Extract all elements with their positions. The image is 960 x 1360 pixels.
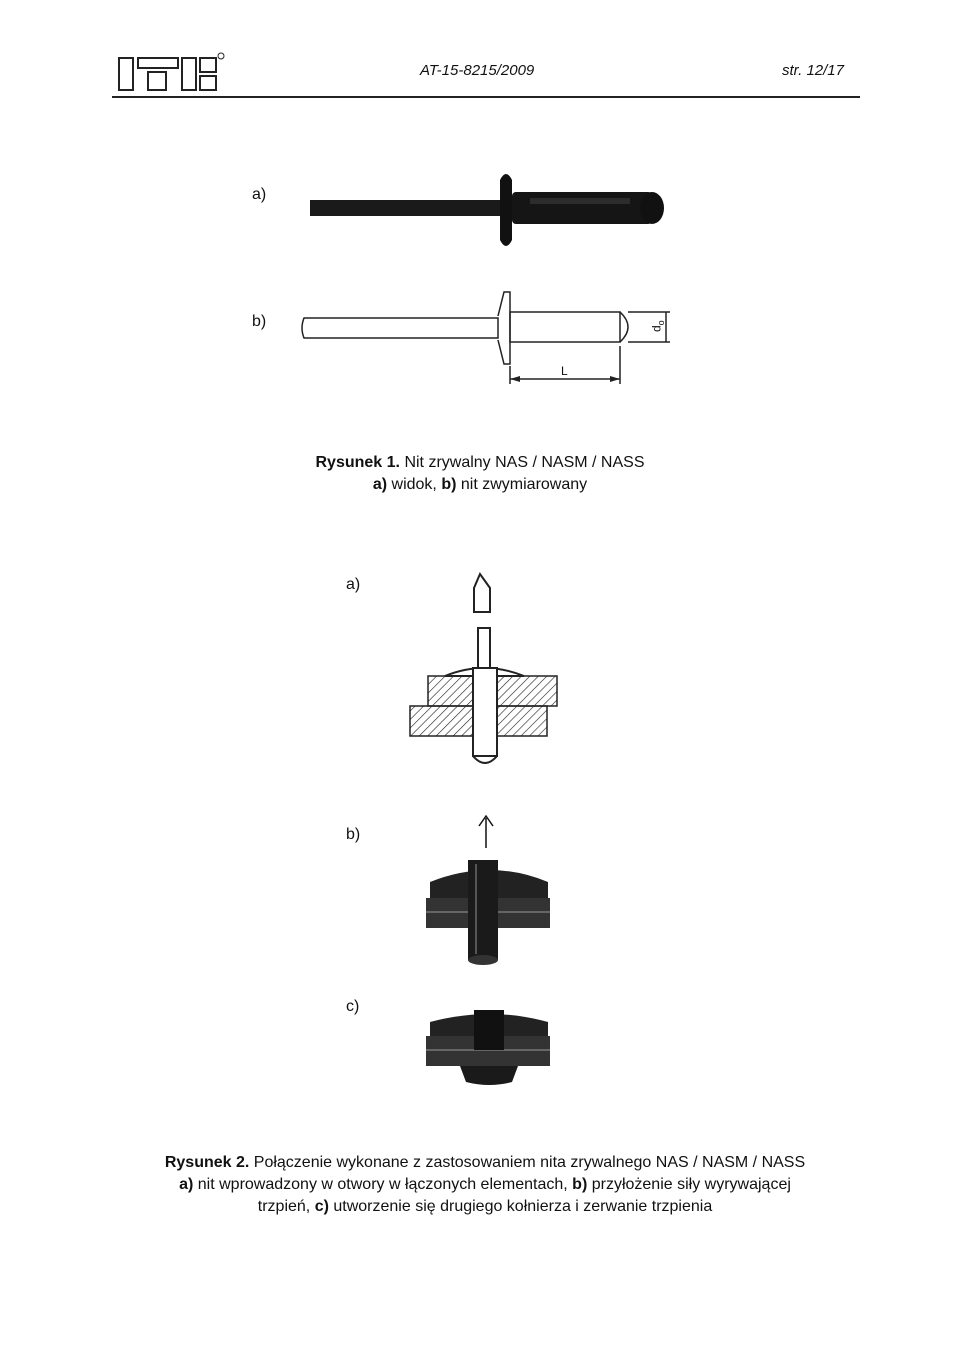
fig1-label-b: b) <box>252 313 267 330</box>
pull-force-arrow-icon <box>476 814 496 855</box>
fig2-caption-title: Rysunek 2. <box>164 1154 250 1171</box>
document-code: AT-15-8215/2009 <box>420 62 535 79</box>
dim-diameter-symbol: d <box>649 325 664 333</box>
fig2-caption-c-text: utworzenie się drugiego kołnierza i zerwanie trzpienia <box>328 1198 713 1215</box>
fig1-caption-line1 <box>200 452 760 474</box>
fig1-caption-b-text: nit zwymiarowany <box>456 476 588 493</box>
fig2-caption-line3 <box>90 1196 880 1218</box>
fig2-caption-line2 <box>90 1174 880 1196</box>
fig2-caption <box>90 1152 880 1218</box>
page-number: str. 12/17 <box>782 62 844 79</box>
fig1-caption-line2 <box>200 474 760 496</box>
fig2-caption-text: Połączenie wykonane z zastosowaniem nita zrywalnego NAS / NASM / NASS <box>253 1154 806 1171</box>
fig1-caption <box>200 452 760 496</box>
fig2-caption-a: a) <box>179 1176 194 1193</box>
fig1-caption-title: Rysunek 1. <box>315 454 400 471</box>
rivet-pulling-drawing <box>420 858 560 973</box>
fig2-caption-a-text: nit wprowadzony w otwory w łączonych elementach, <box>193 1176 573 1193</box>
fig1-caption-a-text: widok, <box>387 476 442 493</box>
fig2-caption-line3-text: trzpień, <box>257 1198 315 1215</box>
fig2-label-c: c) <box>346 998 360 1015</box>
fig2-label-b: b) <box>346 826 361 843</box>
fig1-caption-b: b) <box>441 476 457 493</box>
fig1-caption-a: a) <box>372 476 388 493</box>
fig1-caption-text: Nit zrywalny NAS / NASM / NASS <box>404 454 645 471</box>
fig2-caption-b-text: przyłożenie siły wyrywającej <box>587 1176 791 1193</box>
fig2-caption-c: c) <box>314 1198 329 1215</box>
rivet-photo <box>300 160 680 265</box>
dim-diameter-sub: o <box>656 320 667 326</box>
itb-logo <box>116 50 226 92</box>
fig1-label-a: a) <box>252 186 267 203</box>
rivet-set-drawing <box>420 1002 560 1097</box>
header-divider <box>112 96 860 98</box>
rivet-inserted-drawing <box>400 568 570 783</box>
dim-length-label: L <box>561 364 568 378</box>
rivet-dimensioned-drawing <box>298 284 688 399</box>
fig2-caption-b: b) <box>572 1176 588 1193</box>
fig2-caption-line1 <box>90 1152 880 1174</box>
dim-diameter-label <box>650 320 666 332</box>
fig2-label-a: a) <box>346 576 361 593</box>
